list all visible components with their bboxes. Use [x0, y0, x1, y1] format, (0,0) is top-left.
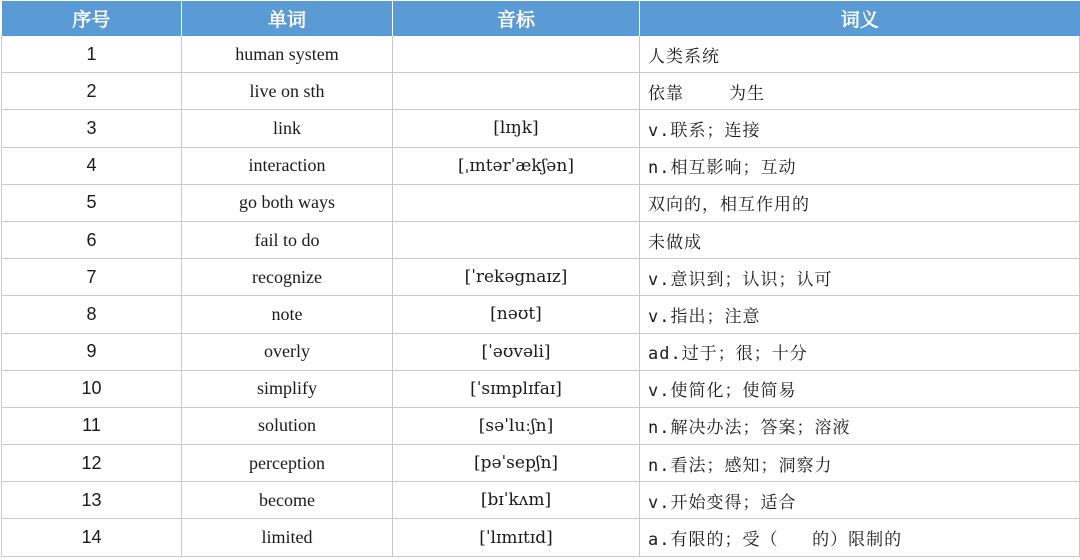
cell-word: interaction [182, 147, 393, 184]
cell-word: perception [182, 445, 393, 482]
table-row [2, 333, 1080, 370]
cell-word: human system [182, 36, 393, 73]
cell-word: link [182, 110, 393, 147]
cell-meaning: 人类系统 [640, 36, 1080, 73]
cell-index: 7 [2, 259, 182, 296]
cell-meaning: n.看法；感知；洞察力 [640, 445, 1080, 482]
table-row [2, 482, 1080, 519]
table-row [2, 259, 1080, 296]
cell-meaning: v.使简化；使简易 [640, 370, 1080, 407]
cell-meaning: v.开始变得；适合 [640, 482, 1080, 519]
header-word: 单词 [182, 1, 393, 36]
table-row [2, 110, 1080, 147]
cell-index: 2 [2, 73, 182, 110]
cell-index: 5 [2, 184, 182, 221]
cell-word: overly [182, 333, 393, 370]
cell-index: 1 [2, 36, 182, 73]
cell-phonetic [393, 73, 640, 110]
cell-phonetic: [bɪˈkʌm] [393, 482, 640, 519]
cell-word: live on sth [182, 73, 393, 110]
cell-word: simplify [182, 370, 393, 407]
cell-phonetic [393, 36, 640, 73]
cell-meaning: 双向的，相互作用的 [640, 184, 1080, 221]
cell-index: 3 [2, 110, 182, 147]
cell-index: 11 [2, 407, 182, 444]
header-meaning: 词义 [640, 1, 1080, 36]
table-row [2, 370, 1080, 407]
table-body [2, 36, 1080, 556]
cell-phonetic: [ˈlɪmɪtɪd] [393, 519, 640, 556]
cell-word: note [182, 296, 393, 333]
cell-phonetic: [nəʊt] [393, 296, 640, 333]
cell-meaning: ad.过于；很；十分 [640, 333, 1080, 370]
cell-index: 9 [2, 333, 182, 370]
table-row [2, 221, 1080, 258]
cell-meaning: v.联系；连接 [640, 110, 1080, 147]
cell-word: go both ways [182, 184, 393, 221]
cell-phonetic: [lɪŋk] [393, 110, 640, 147]
cell-meaning: v.意识到；认识；认可 [640, 259, 1080, 296]
vocabulary-table [1, 1, 1080, 557]
cell-meaning: 未做成 [640, 221, 1080, 258]
cell-meaning: 依靠 为生 [640, 73, 1080, 110]
cell-index: 4 [2, 147, 182, 184]
cell-meaning: a.有限的；受（ 的）限制的 [640, 519, 1080, 556]
cell-phonetic: [pəˈsepʃn] [393, 445, 640, 482]
cell-index: 8 [2, 296, 182, 333]
header-phonetic: 音标 [393, 1, 640, 36]
table-row [2, 519, 1080, 556]
cell-meaning: n.相互影响；互动 [640, 147, 1080, 184]
cell-index: 6 [2, 221, 182, 258]
table-row [2, 73, 1080, 110]
table-row [2, 296, 1080, 333]
table-header [2, 1, 1080, 36]
cell-word: solution [182, 407, 393, 444]
cell-word: become [182, 482, 393, 519]
cell-phonetic: [ˈsɪmplɪfaɪ] [393, 370, 640, 407]
cell-meaning: n.解决办法；答案；溶液 [640, 407, 1080, 444]
cell-phonetic: [səˈluːʃn] [393, 407, 640, 444]
cell-word: recognize [182, 259, 393, 296]
cell-index: 12 [2, 445, 182, 482]
cell-phonetic: [ˈəʊvəli] [393, 333, 640, 370]
cell-phonetic: [ˈrekəgnaɪz] [393, 259, 640, 296]
table-row [2, 36, 1080, 73]
cell-word: fail to do [182, 221, 393, 258]
cell-phonetic [393, 184, 640, 221]
header-index: 序号 [2, 1, 182, 36]
table-row [2, 445, 1080, 482]
cell-index: 13 [2, 482, 182, 519]
cell-index: 14 [2, 519, 182, 556]
cell-index: 10 [2, 370, 182, 407]
table-row [2, 184, 1080, 221]
table-row [2, 147, 1080, 184]
header-row [2, 1, 1080, 36]
cell-phonetic: [ˌɪntərˈækʃən] [393, 147, 640, 184]
cell-meaning: v.指出；注意 [640, 296, 1080, 333]
table-row [2, 407, 1080, 444]
cell-word: limited [182, 519, 393, 556]
cell-phonetic [393, 221, 640, 258]
